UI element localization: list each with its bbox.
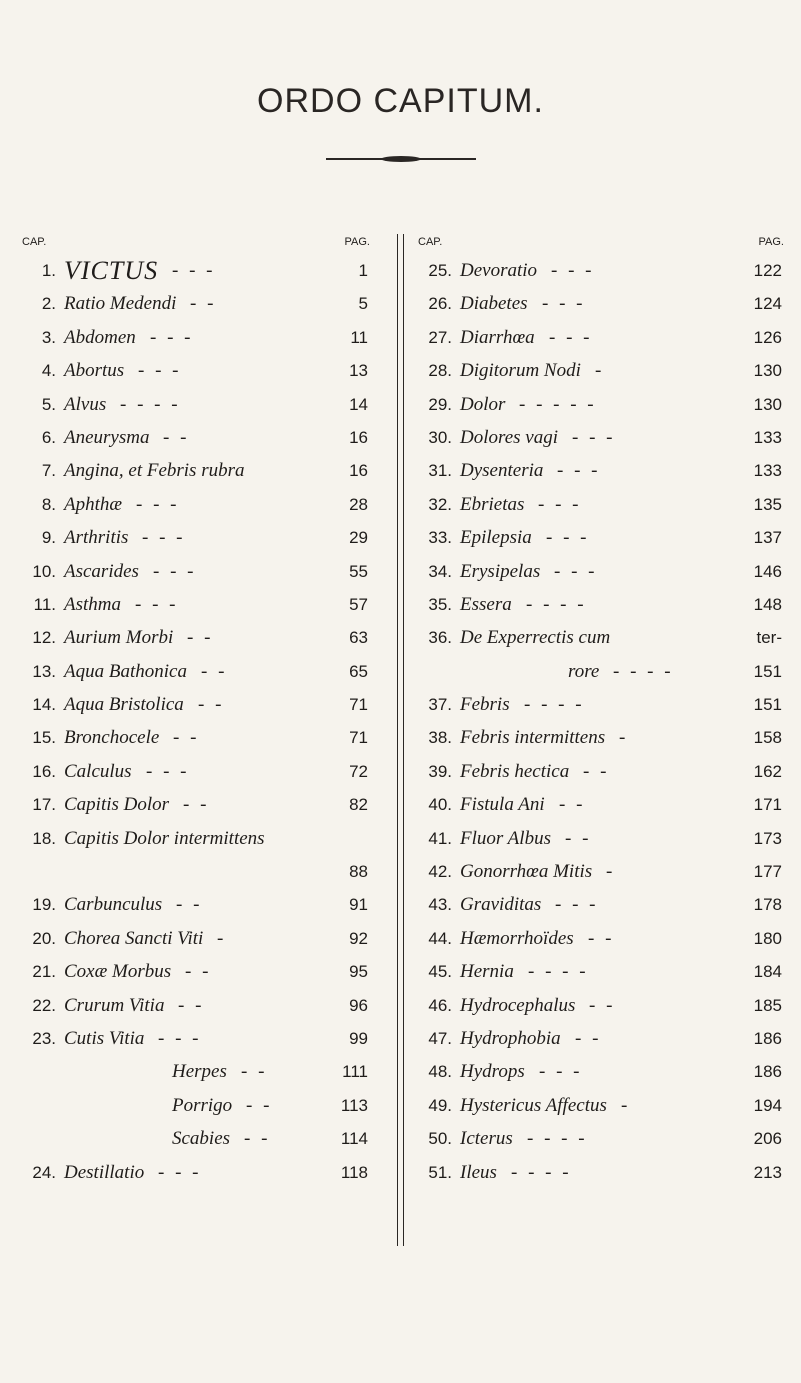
leader-dashes: - - - xyxy=(538,493,582,515)
page-number: 185 xyxy=(753,995,782,1015)
toc-entry xyxy=(22,454,374,487)
chapter-title: Fluor Albus xyxy=(460,827,551,849)
leader-dashes: - - xyxy=(163,426,190,448)
chapter-number: 38. xyxy=(428,728,452,748)
page-number: 133 xyxy=(753,461,782,481)
chapter-title: Coxæ Morbus xyxy=(64,961,172,983)
chapter-number: 13. xyxy=(32,661,56,681)
leader-dashes: - - - - xyxy=(526,593,587,615)
page-number: 130 xyxy=(753,361,782,381)
chapter-title: Diabetes xyxy=(460,293,528,315)
leader-dashes: - - - - xyxy=(613,660,674,682)
page-number: 126 xyxy=(753,327,782,347)
chapter-title: Devoratio xyxy=(460,260,538,281)
left-entries-list xyxy=(22,254,374,1189)
chapter-title: Aphthæ xyxy=(64,493,123,515)
chapter-number: 34. xyxy=(428,561,452,581)
toc-entry xyxy=(418,321,788,354)
toc-entry xyxy=(22,888,374,921)
chapter-number: 39. xyxy=(428,761,452,781)
chapter-title: Aqua Bathonica xyxy=(64,660,187,682)
toc-entry xyxy=(22,321,374,354)
chapter-number: 23. xyxy=(32,1028,56,1048)
chapter-number: 33. xyxy=(428,528,452,548)
leader-dashes: - - - xyxy=(142,527,186,549)
toc-entry xyxy=(418,1089,788,1122)
leader-dashes: - - xyxy=(201,660,228,682)
chapter-title: Aneurysma xyxy=(64,426,150,448)
pag-label: PAG. xyxy=(344,236,370,248)
page-number: 71 xyxy=(349,695,368,715)
toc-entry xyxy=(418,588,788,621)
toc-entry xyxy=(22,354,374,387)
leader-dashes: - - - xyxy=(138,360,182,382)
leader-dashes: - - xyxy=(575,1027,602,1049)
chapter-title: VICTUS xyxy=(64,256,159,285)
chapter-number: 6. xyxy=(41,427,56,447)
leader-dashes: - xyxy=(595,360,605,382)
toc-entry xyxy=(22,1055,374,1088)
leader-dashes: - - xyxy=(565,827,592,849)
page-number: 151 xyxy=(753,695,782,715)
chapter-title: Asthma xyxy=(64,593,121,615)
chapter-number: 16. xyxy=(32,761,56,781)
page-number: 55 xyxy=(349,561,368,581)
chapter-title: Abortus xyxy=(64,360,125,382)
page-number: 186 xyxy=(753,1062,782,1082)
page-number: 71 xyxy=(349,728,368,748)
chapter-title: Febris xyxy=(460,694,510,716)
page-number: 133 xyxy=(753,427,782,447)
toc-entry xyxy=(418,721,788,754)
cap-label: CAP. xyxy=(418,236,443,248)
page-number: 213 xyxy=(753,1162,782,1182)
chapter-number: 40. xyxy=(428,795,452,815)
toc-entry xyxy=(22,1089,374,1122)
leader-dashes: - - xyxy=(559,794,586,816)
chapter-number: 29. xyxy=(428,394,452,414)
leader-dashes: - - xyxy=(190,293,217,315)
toc-entry xyxy=(418,755,788,788)
page-number: 91 xyxy=(349,895,368,915)
leader-dashes: - - - - xyxy=(511,1161,572,1183)
toc-entry xyxy=(22,588,374,621)
page-number: 111 xyxy=(342,1062,368,1082)
page-number: 13 xyxy=(349,361,368,381)
leader-dashes: - - - xyxy=(150,326,194,348)
toc-entry xyxy=(418,1122,788,1155)
chapter-number: 42. xyxy=(428,862,452,882)
left-column-header xyxy=(22,232,374,254)
toc-entry xyxy=(22,1122,374,1155)
page-number: 16 xyxy=(349,461,368,481)
leader-dashes: - - - xyxy=(555,894,599,916)
toc-entry xyxy=(22,688,374,721)
page-number: 173 xyxy=(753,828,782,848)
chapter-title: Ebrietas xyxy=(460,493,525,515)
chapter-title: Destillatio xyxy=(64,1161,145,1183)
chapter-title: Porrigo xyxy=(172,1094,233,1116)
toc-entry xyxy=(22,755,374,788)
leader-dashes: - - - xyxy=(136,493,180,515)
leader-dashes: - xyxy=(621,1094,631,1116)
toc-entry xyxy=(418,354,788,387)
chapter-number: 20. xyxy=(32,928,56,948)
chapter-number: 43. xyxy=(428,895,452,915)
toc-entry xyxy=(418,788,788,821)
title-ornament-rule xyxy=(326,158,476,160)
page-number: 113 xyxy=(340,1095,368,1115)
leader-dashes: - - - xyxy=(158,1161,202,1183)
right-entries-list xyxy=(418,254,788,1189)
chapter-number: 48. xyxy=(428,1062,452,1082)
chapter-title: Icterus xyxy=(460,1128,513,1150)
chapter-number: 25. xyxy=(428,261,452,280)
toc-entry xyxy=(418,555,788,588)
leader-dashes: - - - xyxy=(557,460,601,482)
chapter-number: 8. xyxy=(41,494,56,514)
leader-dashes: - - - xyxy=(172,260,216,281)
leader-dashes: - - - xyxy=(153,560,197,582)
chapter-title: Febris intermittens xyxy=(460,727,606,749)
toc-entry xyxy=(418,1055,788,1088)
toc-entry xyxy=(22,922,374,955)
chapter-number: 31. xyxy=(428,461,452,481)
page-number: 118 xyxy=(340,1162,368,1182)
chapter-title: Ileus xyxy=(460,1161,497,1183)
page-number: 186 xyxy=(753,1028,782,1048)
toc-entry xyxy=(418,822,788,855)
pag-label: PAG. xyxy=(758,236,784,248)
leader-dashes: - - - - - xyxy=(519,393,597,415)
chapter-title: Scabies xyxy=(172,1128,231,1150)
leader-dashes: - - - xyxy=(549,326,593,348)
chapter-number: 3. xyxy=(41,327,56,347)
toc-entry xyxy=(418,1156,788,1189)
chapter-title: Ascarides xyxy=(64,560,139,582)
chapter-number: 22. xyxy=(32,995,56,1015)
chapter-number: 9. xyxy=(41,528,56,548)
chapter-number: 7. xyxy=(41,461,56,481)
chapter-title: Calculus xyxy=(64,760,132,782)
chapter-number: 4. xyxy=(41,361,56,381)
page-number: ter- xyxy=(756,628,782,648)
leader-dashes: - - xyxy=(185,961,212,983)
chapter-number: 28. xyxy=(428,361,452,381)
chapter-number: 12. xyxy=(32,628,56,648)
chapter-number: 19. xyxy=(32,895,56,915)
page-number: 184 xyxy=(753,962,782,982)
chapter-title: Digitorum Nodi xyxy=(460,360,581,382)
right-column-header xyxy=(418,232,788,254)
page-number: 171 xyxy=(753,795,782,815)
chapter-title: Hydrops xyxy=(460,1061,525,1083)
chapter-number: 17. xyxy=(32,795,56,815)
chapter-title: Cutis Vitia xyxy=(64,1027,145,1049)
chapter-number: 5. xyxy=(41,394,56,414)
toc-entry xyxy=(22,488,374,521)
leader-dashes: - - xyxy=(198,694,225,716)
leader-dashes: - - xyxy=(583,760,610,782)
chapter-number: 27. xyxy=(428,327,452,347)
chapter-number: 14. xyxy=(32,695,56,715)
toc-entry xyxy=(418,655,788,688)
chapter-number: 37. xyxy=(428,695,452,715)
leader-dashes: - - - - xyxy=(528,961,589,983)
toc-entry xyxy=(22,254,374,287)
toc-entry xyxy=(22,655,374,688)
toc-entry xyxy=(22,855,374,888)
chapter-number: 26. xyxy=(428,294,452,314)
chapter-number: 21. xyxy=(32,962,56,982)
chapter-title: Abdomen xyxy=(64,326,136,348)
toc-entry xyxy=(22,287,374,320)
toc-entry xyxy=(418,287,788,320)
toc-entry xyxy=(22,721,374,754)
chapter-title: Chorea Sancti Viti xyxy=(64,927,204,949)
page-number: 16 xyxy=(349,427,368,447)
chapter-title: Ratio Medendi xyxy=(64,293,177,315)
chapter-title: Aurium Morbi xyxy=(64,627,174,649)
leader-dashes: - xyxy=(619,727,629,749)
page-number: 206 xyxy=(753,1129,782,1149)
chapter-title: Herpes xyxy=(172,1061,227,1083)
leader-dashes: - - - - xyxy=(524,694,585,716)
page-number: 151 xyxy=(753,661,782,681)
chapter-title: Hernia xyxy=(460,961,514,983)
toc-entry xyxy=(418,989,788,1022)
toc-entry xyxy=(22,822,374,855)
toc-entry xyxy=(22,621,374,654)
leader-dashes: - - - xyxy=(551,260,595,281)
chapter-title: Dolor xyxy=(460,393,506,415)
chapter-title: Angina, et Febris rubra xyxy=(64,460,245,482)
chapter-number: 51. xyxy=(428,1162,452,1182)
leader-dashes: - - xyxy=(246,1094,273,1116)
chapter-number: 30. xyxy=(428,427,452,447)
page-number: 63 xyxy=(349,628,368,648)
chapter-title: Arthritis xyxy=(64,527,129,549)
page-number: 88 xyxy=(349,862,368,882)
chapter-number: 11. xyxy=(33,594,56,614)
chapter-number: 50. xyxy=(428,1129,452,1149)
leader-dashes: - - xyxy=(589,994,616,1016)
leader-dashes: - - xyxy=(187,627,214,649)
chapter-title: Dysenteria xyxy=(460,460,544,482)
toc-entry xyxy=(418,388,788,421)
page-number: 57 xyxy=(349,594,368,614)
chapter-title: rore xyxy=(568,660,600,682)
chapter-title: Alvus xyxy=(64,393,107,415)
page-number: 148 xyxy=(753,594,782,614)
page-number: 11 xyxy=(350,327,368,347)
toc-entry xyxy=(22,555,374,588)
page-number: 178 xyxy=(753,895,782,915)
toc-entry xyxy=(418,955,788,988)
page-number: 29 xyxy=(349,528,368,548)
leader-dashes: - - - - xyxy=(120,393,181,415)
page-number: 177 xyxy=(753,862,782,882)
toc-entry xyxy=(418,454,788,487)
page-number: 96 xyxy=(349,995,368,1015)
chapter-number: 24. xyxy=(32,1162,56,1182)
toc-entry xyxy=(418,254,788,287)
leader-dashes: - xyxy=(606,861,616,883)
leader-dashes: - - xyxy=(244,1128,271,1150)
toc-entry xyxy=(22,955,374,988)
page-number: 72 xyxy=(349,761,368,781)
page-number: 194 xyxy=(753,1095,782,1115)
leader-dashes: - - - xyxy=(158,1027,202,1049)
chapter-title: Dolores vagi xyxy=(460,426,558,448)
page-number: 99 xyxy=(349,1028,368,1048)
chapter-title: Crurum Vitia xyxy=(64,994,165,1016)
page-number: 180 xyxy=(753,928,782,948)
chapter-title: Hæmorrhoïdes xyxy=(460,927,574,949)
page-number: 92 xyxy=(349,928,368,948)
toc-entry xyxy=(22,421,374,454)
chapter-title: Hydrophobia xyxy=(460,1027,561,1049)
toc-entry xyxy=(418,421,788,454)
chapter-title: Gonorrhœa Mitis xyxy=(460,861,593,883)
page-number: 130 xyxy=(753,394,782,414)
leader-dashes: - xyxy=(217,927,227,949)
leader-dashes: - - xyxy=(173,727,200,749)
page-number: 122 xyxy=(753,261,782,280)
page-number: 95 xyxy=(349,962,368,982)
chapter-title: Graviditas xyxy=(460,894,542,916)
chapter-title: Essera xyxy=(460,593,512,615)
chapter-number: 49. xyxy=(428,1095,452,1115)
chapter-number: 2. xyxy=(41,294,56,314)
toc-entry xyxy=(22,1156,374,1189)
leader-dashes: - - - xyxy=(135,593,179,615)
toc-entry xyxy=(418,855,788,888)
page-number: 1 xyxy=(358,261,368,280)
toc-entry xyxy=(22,788,374,821)
leader-dashes: - - xyxy=(241,1061,268,1083)
page-number: 135 xyxy=(753,494,782,514)
chapter-number: 47. xyxy=(428,1028,452,1048)
page-number: 14 xyxy=(349,394,368,414)
leader-dashes: - - xyxy=(588,927,615,949)
chapter-number: 32. xyxy=(428,494,452,514)
toc-entry xyxy=(418,521,788,554)
left-column xyxy=(22,232,374,1189)
chapter-title: De Experrectis cum xyxy=(460,627,611,649)
chapter-title: Hystericus Affectus xyxy=(460,1094,607,1116)
page-number: 114 xyxy=(340,1129,368,1149)
toc-entry xyxy=(22,989,374,1022)
toc-entry xyxy=(418,1022,788,1055)
leader-dashes: - - - xyxy=(572,426,616,448)
cap-label: CAP. xyxy=(22,236,47,248)
page-number: 5 xyxy=(358,294,368,314)
chapter-number: 10. xyxy=(32,561,56,581)
leader-dashes: - - xyxy=(183,794,210,816)
chapter-number: 41. xyxy=(428,828,452,848)
toc-entry xyxy=(22,388,374,421)
leader-dashes: - - - xyxy=(146,760,190,782)
chapter-number: 1. xyxy=(41,261,56,280)
page-number: 146 xyxy=(753,561,782,581)
chapter-number: 45. xyxy=(428,962,452,982)
chapter-title: Aqua Bristolica xyxy=(64,694,184,716)
toc-entry xyxy=(418,621,788,654)
toc-entry xyxy=(22,1022,374,1055)
chapter-title: Erysipelas xyxy=(460,560,541,582)
page-title: ORDO CAPITUM. xyxy=(257,82,544,120)
leader-dashes: - - - xyxy=(546,527,590,549)
chapter-title: Hydrocephalus xyxy=(460,994,576,1016)
toc-entry xyxy=(418,688,788,721)
chapter-title: Carbunculus xyxy=(64,894,163,916)
page-number: 137 xyxy=(753,528,782,548)
page-number: 162 xyxy=(753,761,782,781)
toc-entry xyxy=(418,888,788,921)
chapter-number: 18. xyxy=(32,828,56,848)
leader-dashes: - - - - xyxy=(527,1128,588,1150)
toc-entry xyxy=(22,521,374,554)
chapter-number: 35. xyxy=(428,594,452,614)
leader-dashes: - - - xyxy=(542,293,586,315)
chapter-number: 44. xyxy=(428,928,452,948)
column-divider xyxy=(397,234,404,1246)
chapter-number: 36. xyxy=(428,628,452,648)
chapter-title: Capitis Dolor intermittens xyxy=(64,827,265,849)
chapter-title: Febris hectica xyxy=(460,760,570,782)
leader-dashes: - - - xyxy=(554,560,598,582)
page-number: 158 xyxy=(753,728,782,748)
page-number: 124 xyxy=(753,294,782,314)
toc-entry xyxy=(418,488,788,521)
leader-dashes: - - xyxy=(178,994,205,1016)
chapter-title: Capitis Dolor xyxy=(64,794,170,816)
chapter-number: 15. xyxy=(32,728,56,748)
right-column xyxy=(418,232,788,1189)
chapter-title: Epilepsia xyxy=(460,527,532,549)
chapter-title: Bronchocele xyxy=(64,727,160,749)
page-number: 65 xyxy=(349,661,368,681)
chapter-number: 46. xyxy=(428,995,452,1015)
chapter-title: Diarrhœa xyxy=(460,326,535,348)
leader-dashes: - - xyxy=(176,894,203,916)
chapter-title: Fistula Ani xyxy=(460,794,545,816)
page-number: 28 xyxy=(349,494,368,514)
leader-dashes: - - - xyxy=(539,1061,583,1083)
page-number: 82 xyxy=(349,795,368,815)
toc-entry xyxy=(418,922,788,955)
